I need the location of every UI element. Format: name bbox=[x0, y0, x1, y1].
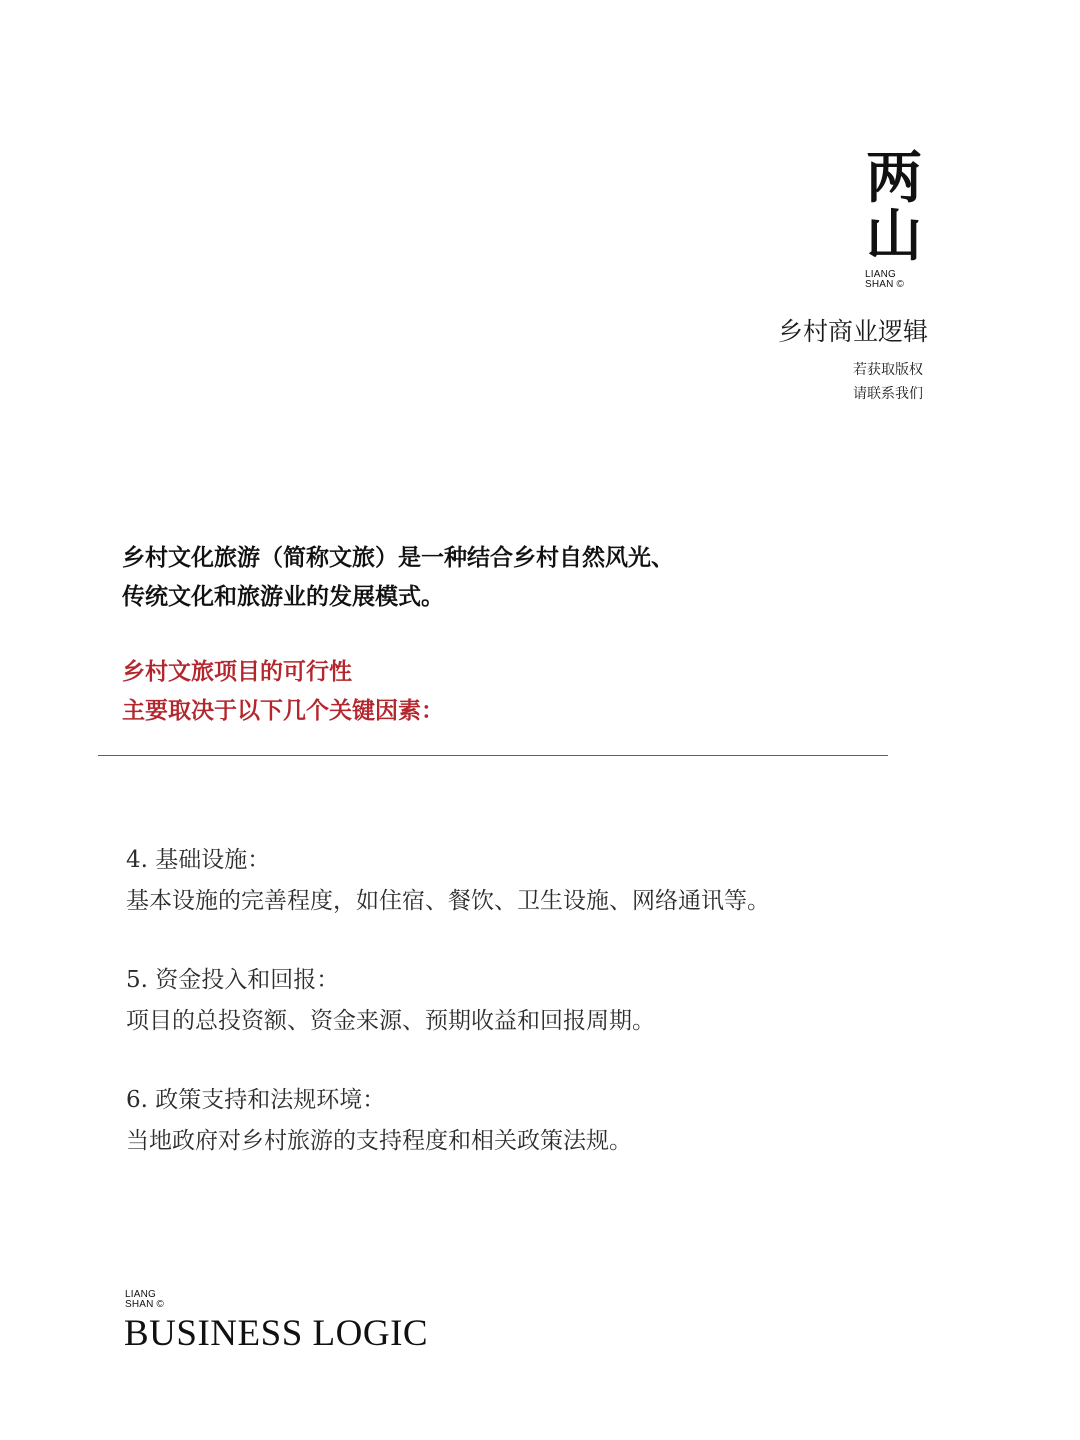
intro-line2: 传统文化和旅游业的发展模式。 bbox=[122, 583, 444, 610]
factor-list bbox=[126, 840, 1026, 1200]
factor-item-investment bbox=[126, 960, 1026, 1042]
factor-description: 基本设施的完善程度，如住宿、餐饮、卫生设施、网络通讯等。 bbox=[126, 888, 770, 914]
intro-paragraph bbox=[122, 538, 922, 616]
series-title: 乡村商业逻辑 bbox=[777, 317, 928, 346]
intro-line1: 乡村文化旅游（简称文旅）是一种结合乡村自然风光、 bbox=[122, 544, 674, 571]
factor-title: 6. 政策支持和法规环境： bbox=[126, 1087, 386, 1113]
footer-brand-wordmark bbox=[125, 1290, 164, 1310]
footer-title: BUSINESS LOGIC bbox=[124, 1313, 429, 1354]
factor-item-infrastructure bbox=[126, 840, 1026, 922]
brand-wordmark-line2: SHAN © bbox=[865, 279, 905, 290]
highlight-heading bbox=[122, 652, 444, 730]
factor-description: 项目的总投资额、资金来源、预期收益和回报周期。 bbox=[126, 1008, 655, 1034]
copyright-notice bbox=[853, 358, 923, 406]
section-divider bbox=[98, 755, 888, 756]
factor-title: 4. 基础设施： bbox=[126, 847, 271, 873]
footer-brand-line1: LIANG bbox=[125, 1289, 157, 1300]
brand-wordmark-line1: LIANG bbox=[865, 269, 897, 280]
logo-char-shan: 山 bbox=[866, 204, 922, 269]
factor-title: 5. 资金投入和回报： bbox=[126, 967, 340, 993]
footer-brand-line2: SHAN © bbox=[125, 1299, 165, 1310]
factor-item-policy bbox=[126, 1080, 1026, 1162]
highlight-line1: 乡村文旅项目的可行性 bbox=[122, 658, 352, 685]
highlight-line2: 主要取决于以下几个关键因素： bbox=[122, 697, 444, 724]
copyright-line1: 若获取版权 bbox=[853, 362, 923, 378]
brand-logo bbox=[862, 146, 926, 269]
logo-char-liang: 两 bbox=[866, 146, 922, 211]
brand-wordmark bbox=[865, 270, 904, 290]
copyright-line2: 请联系我们 bbox=[853, 386, 923, 402]
factor-description: 当地政府对乡村旅游的支持程度和相关政策法规。 bbox=[126, 1128, 632, 1154]
